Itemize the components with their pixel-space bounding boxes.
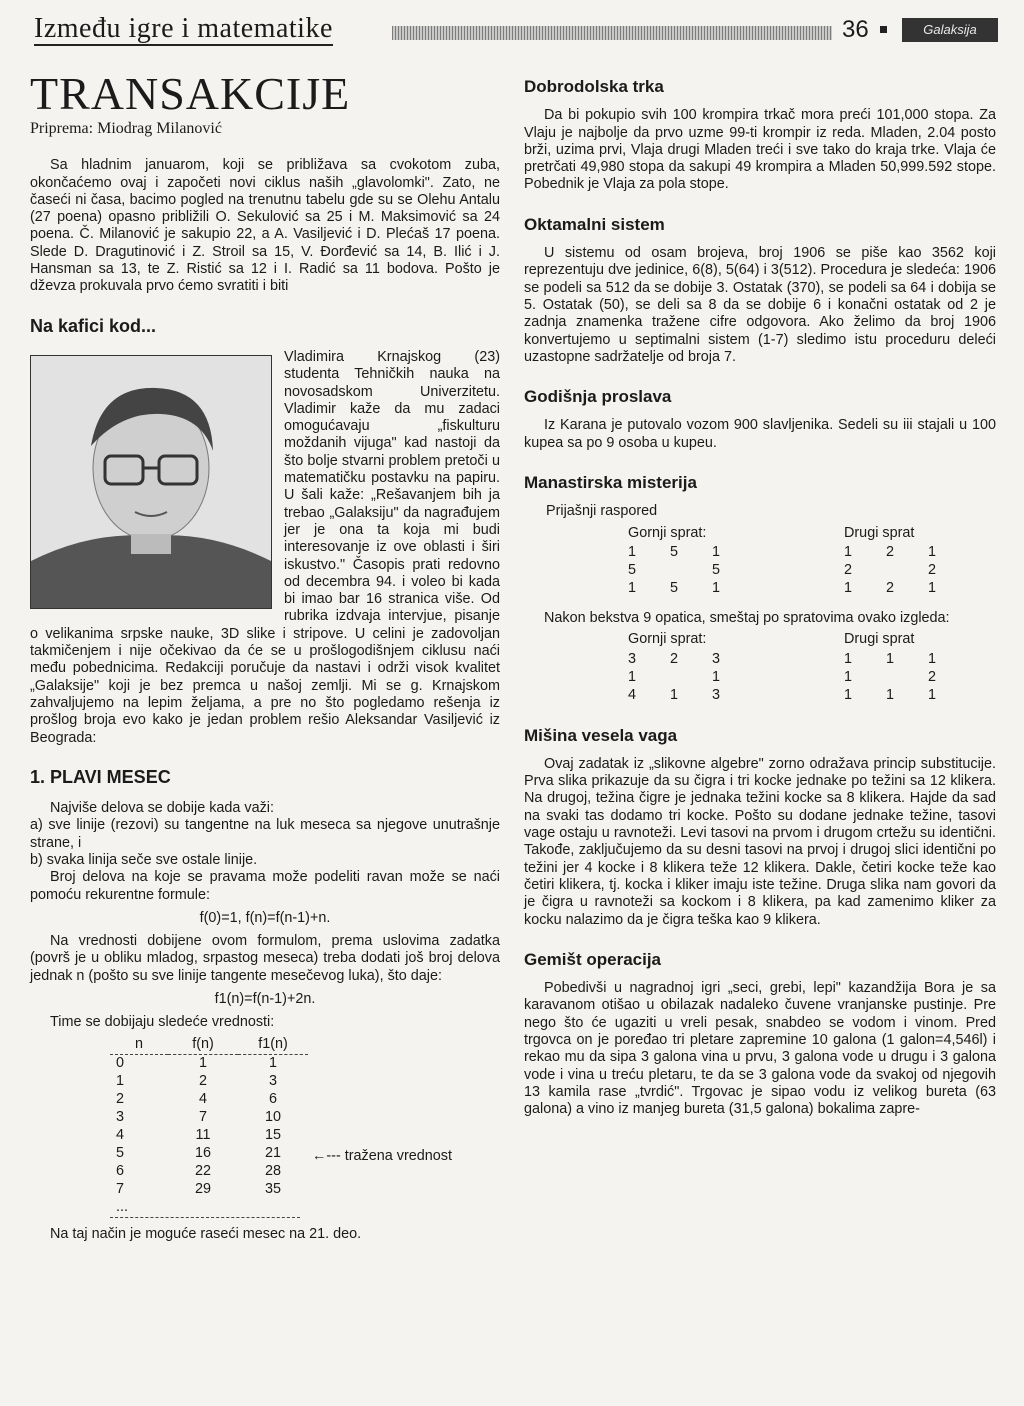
table-header-fn: f(n)	[168, 1036, 238, 1055]
heading-plavi-mesec: 1. PLAVI MESEC	[30, 766, 171, 787]
heading-manastirska: Manastirska misterija	[524, 473, 697, 493]
plavi-p2: Broj delova na koje se pravama može podeliti ravan može se naći pomoću rekurentne formule:	[30, 869, 500, 903]
header-hatch-decoration	[392, 26, 832, 40]
after-lower-floor	[844, 631, 970, 704]
cell-n: 6	[116, 1163, 125, 1179]
formula-recurrence: f(0)=1, f(n)=f(n-1)+n.	[199, 909, 331, 926]
before-lower-grid	[844, 544, 970, 598]
table-row	[110, 1073, 308, 1091]
grid-cell: 1	[628, 668, 637, 685]
page-header	[30, 12, 1000, 48]
grid-cell: 1	[712, 543, 721, 560]
grid-cell: 2	[928, 668, 937, 685]
plavi-p1b: b) svaka linija seče sve ostale linije.	[30, 851, 258, 868]
article-title: TRANSAKCIJE	[30, 68, 351, 119]
table-row	[110, 1091, 308, 1109]
grid-cell: 3	[712, 686, 721, 703]
grid-cell: 1	[928, 650, 937, 667]
table-header-row	[110, 1036, 308, 1055]
before-floors	[628, 525, 996, 598]
oktamalni-text: U sistemu od osam brojeva, broj 1906 se piše kao 3562 koji reprezentuju dve jedinice, 6(8), 5(64) i 3(512). Procedura je sledeća: 1906 se podeli sa 512 da se dobije 3. Ostatak (370), se podeli sa 64 i dobija se 5. Ostatak (50), se deli sa 8 da se dobije 6 i konačni ostatak od 2 je zadnja znamenka tražene cifre odgovora. Ako želimo da broj 1906 konvertujemo u septimalni sistem (1-7) sledimo istu proceduru deleći uzastopne sadržatelje od broja 7.	[524, 245, 996, 365]
table-row	[110, 1054, 308, 1073]
grid-cell: 2	[670, 650, 679, 667]
article-author: Priprema: Miodrag Milanović	[30, 120, 222, 137]
cell-n: 0	[116, 1055, 125, 1071]
table-row-more	[110, 1199, 308, 1217]
grid-cell: 1	[928, 579, 937, 596]
formula-f1: f1(n)=f(n-1)+2n.	[214, 991, 316, 1008]
cell-fn: 4	[198, 1091, 207, 1107]
header-bullet-icon	[880, 26, 887, 33]
values-table	[110, 1036, 308, 1217]
intro-paragraph: Sa hladnim januarom, koji se približava sa cvokotom zuba, okončaćemo ovaj i započeti novi ciklus naših „glavolomki". Zato, ne časeći ni časa, bacimo pogled na trenutnu tabelu gde su se Olehu Antalu (27 poena) opasno približili O. Sekulović sa 25 i M. Maksimović sa 24 poena. Č. Milanović je sakupio 22, a A. Vasiljević i D. Plećaš 17 poena. Slede D. Dragutinović i Z. Stroil sa 15, V. Đorđević sa 14, B. Ilić i J. Hansman sa 13, te Z. Ristić sa 12 i I. Radić sa 11 bodova. Pošto je dževza prokuvala prvo ćemo svratiti i biti	[30, 157, 500, 295]
grid-cell: 5	[628, 561, 637, 578]
grid-cell	[886, 562, 928, 580]
magazine-section-title: Između igre i matematike	[34, 13, 333, 44]
cell-n: 1	[116, 1073, 125, 1089]
table-row	[110, 1109, 308, 1127]
grid-cell: 1	[844, 579, 853, 596]
cell-more: ...	[116, 1199, 128, 1215]
before-upper-floor	[628, 525, 754, 598]
table-row	[110, 1181, 308, 1199]
cell-f1n: 3	[268, 1073, 277, 1089]
arrow-note-trazena: ←--- tražena vrednost	[312, 1147, 452, 1164]
grid-cell: 1	[628, 543, 637, 560]
plavi-p3: Na vrednosti dobijene ovom formulom, prema uslovima zadatka (površ je u obliku mladog, srpastog meseca) treba dodati još broj delova jednak n (pošto su sve linije tangente mesečevog luka), što daje:	[30, 933, 500, 984]
cell-fn: 1	[198, 1055, 207, 1071]
grid-cell: 1	[886, 650, 895, 667]
table-bottom-rule	[110, 1217, 300, 1218]
cell-f1n: 15	[264, 1127, 281, 1143]
plavi-p4: Time se dobijaju sledeće vrednosti:	[50, 1014, 275, 1031]
portrait-photo	[30, 355, 272, 609]
cell-f1n: 10	[264, 1109, 281, 1125]
grid-cell: 1	[712, 668, 721, 685]
page-number: 36	[842, 16, 869, 43]
heading-na-kafici: Na kafici kod...	[30, 315, 157, 336]
kafici-paragraph: Vladimira Krnajskog (23) studenta Tehničkih nauka na novosadskom Univerzitetu. Vladimir kaže da mu zadaci omogućavaju „fiskulturu moždanih vijuga" kad nastoji da što bolje stvarni problem pretoči u matematičku postavku na papiru. U šali kaže: „Rešavanjem bih ja trebao „Galaksiju" da nagrađujem jer je ona ta koja mi budi interesovanje iz ove oblasti i širi iskustvo." Časopis prati redovno od decembra 94. i voleo bi kada bi imao bar 16 stranica više. Od rubrika izdvaja intervjue, pisanje o velikanima srpske nauke, 3D slike i stripove. U celini je zadovoljan takmičenjem i nije očekivao da će se u prošlogodišnjem ciklusu naći među pobednicima. Redakciji poručuje da nastavi i održi visok kvalitet „Galaksije" koji je bez premca u našoj zemlji. Mi se g. Krnajskom zahvaljujemo na lepim željama, a pre no što pogledamo rešenja iz prošlog broja evo kako je jedan problem rešio Aleksandar Vasiljević iz Beograda:	[30, 348, 500, 746]
grid-cell: 2	[886, 579, 895, 596]
kafici-block	[30, 349, 500, 747]
section-oktamalni	[524, 216, 996, 366]
cell-fn: 16	[194, 1145, 211, 1161]
grid-cell: 1	[844, 543, 853, 560]
grid-cell: 4	[628, 686, 637, 703]
upper-floor-label: Gornji sprat:	[628, 524, 707, 541]
table-row	[110, 1145, 308, 1163]
after-upper-floor	[628, 631, 754, 704]
gemist-text: Pobedivši u nagradnoj igri „seci, grebi, lepi" kazandžija Bora je sa karavanom otišao u obilazak nadaleko čuvene vranjanske pustinje. Pre nego što će ugaziti u vreli pesak, snabdeo se vodom i vinom. Pred trgovca on je poređao tri pletare zapremine 10 galona (1 galon=4,546l) i rekao mu da sipa 3 galona vina u prvu, 3 galona vode u drugu i 3 galona vode i vina u treću pletaru, te da se 3 galona vode da svakoj od njegovih 13 kamila rase „tvrdić". Trgovac je sipao vodu iz velikog bureta (63 galona) a vino iz manjeg bureta (31,5 galona) bokalima zapre-	[524, 980, 996, 1118]
cell-f1n: 35	[264, 1181, 281, 1197]
before-upper-grid	[628, 544, 754, 598]
heading-gemist: Gemišt operacija	[524, 949, 662, 969]
table-row	[110, 1163, 308, 1181]
plavi-p1a: a) sve linije (rezovi) su tangentne na luk meseca sa njegove unutrašnje strane, i	[30, 817, 500, 851]
cell-fn: 7	[198, 1109, 207, 1125]
manastirska-label-after: Nakon bekstva 9 opatica, smeštaj po spratovima ovako izgleda:	[544, 609, 950, 626]
cell-f1n: 1	[268, 1055, 277, 1071]
heading-misina-vaga: Mišina vesela vaga	[524, 725, 678, 745]
cell-n: 2	[116, 1091, 125, 1107]
after-floors	[628, 631, 996, 704]
grid-cell	[670, 669, 712, 687]
cell-f1n: 21	[264, 1145, 281, 1161]
section-gemist	[524, 951, 996, 1119]
grid-cell: 2	[886, 543, 895, 560]
cell-n: 7	[116, 1181, 125, 1197]
grid-cell: 1	[844, 650, 853, 667]
dobrodolska-text: Da bi pokupio svih 100 krompira trkač mora preći 101,000 stopa. Za Vlaju je najbolje da prvo uzme 99-ti krompir iz reda. Mladen, 2.04 posto brži, uzima prvi, Vlaja drugi Mladen treći i sve tako do kraja trke. Vlaja će pretrčati 49,980 stopa da sakupi 49 krompira a Mladen 50,999.592 stope. Pobednik je Vlaja za pola stope.	[524, 107, 996, 193]
table-header-f1n: f1(n)	[238, 1036, 308, 1055]
section-godisnja	[524, 388, 996, 452]
grid-cell: 5	[670, 543, 679, 560]
table-header-n: n	[110, 1036, 168, 1055]
grid-cell: 3	[628, 650, 637, 667]
lower-floor-label: Drugi sprat	[844, 524, 915, 541]
heading-oktamalni: Oktamalni sistem	[524, 214, 665, 234]
before-lower-floor	[844, 525, 970, 598]
cell-f1n: 28	[264, 1163, 281, 1179]
grid-cell: 2	[844, 561, 853, 578]
cell-n: 3	[116, 1109, 125, 1125]
cell-fn: 29	[194, 1181, 211, 1197]
grid-cell	[886, 669, 928, 687]
magazine-tab: Galaksija	[902, 18, 998, 42]
section-dobrodolska	[524, 78, 996, 194]
portrait-illustration-icon	[31, 356, 271, 608]
grid-cell	[670, 562, 712, 580]
cell-n: 4	[116, 1127, 125, 1143]
cell-n: 5	[116, 1145, 125, 1161]
section-manastirska	[524, 474, 996, 704]
section-misina-vaga	[524, 727, 996, 929]
left-column	[30, 70, 500, 1243]
plavi-p1: Najviše delova se dobije kada važi:	[50, 800, 274, 817]
manastirska-label-before: Prijašnji raspored	[546, 503, 658, 520]
heading-godisnja: Godišnja proslava	[524, 387, 672, 407]
right-column	[524, 78, 996, 1140]
grid-cell: 1	[928, 686, 937, 703]
grid-cell: 5	[670, 579, 679, 596]
cell-f1n: 6	[268, 1091, 277, 1107]
grid-cell: 1	[928, 543, 937, 560]
cell-fn: 11	[195, 1127, 211, 1143]
grid-cell: 5	[712, 561, 721, 578]
cell-fn: 2	[198, 1073, 207, 1089]
after-lower-grid	[844, 651, 970, 705]
values-table-wrap	[30, 1036, 500, 1218]
grid-cell: 3	[712, 650, 721, 667]
lower-floor-label: Drugi sprat	[844, 631, 915, 648]
godisnja-text: Iz Karana je putovalo vozom 900 slavljenika. Sedeli su iii stajali u 100 kupea sa po 9 osoba u kupeu.	[524, 417, 996, 451]
grid-cell: 1	[628, 579, 637, 596]
misina-vaga-text: Ovaj zadatak iz „slikovne algebre" zorno odražava princip substitucije. Prva slika prikazuje da su čigra i tri kocke jednake po težini sa 12 klikera. Na drugoj, težina čigre je jednaka težini kocke sa 8 klikera. Hajde da sad na svaki tas dodamo tri kocke. Pošto su dodane jednake težine, tasovi vage ostaju u ravnoteži. Levi tasovi na prvom i drugom crtežu su identični. Takođe, zaključujemo da su desni tasovi na prvoj i drugoj slici identični po težini jer 4 kocke i 8 klikera teže 12 klikera. Dakle, četiri kocke teže kao četiri klikera, tj. kocka i kliker imaju iste težine. Druga slika nam govori da je čigra u ravnoteži sa kockom i 8 klikera, pa kad zamenimo kliker za kocku nalazimo da je čigra teška kao 9 klikera.	[524, 755, 996, 928]
upper-floor-label: Gornji sprat:	[628, 631, 707, 648]
grid-cell: 2	[928, 561, 937, 578]
grid-cell: 1	[886, 686, 895, 703]
cell-fn: 22	[194, 1163, 211, 1179]
grid-cell: 1	[844, 668, 853, 685]
plavi-closing: Na taj način je moguće raseći mesec na 21. deo.	[50, 1225, 362, 1242]
heading-dobrodolska: Dobrodolska trka	[524, 77, 664, 96]
grid-cell: 1	[844, 686, 853, 703]
grid-cell: 1	[670, 686, 679, 703]
after-upper-grid	[628, 651, 754, 705]
grid-cell: 1	[712, 579, 721, 596]
table-row	[110, 1127, 308, 1145]
